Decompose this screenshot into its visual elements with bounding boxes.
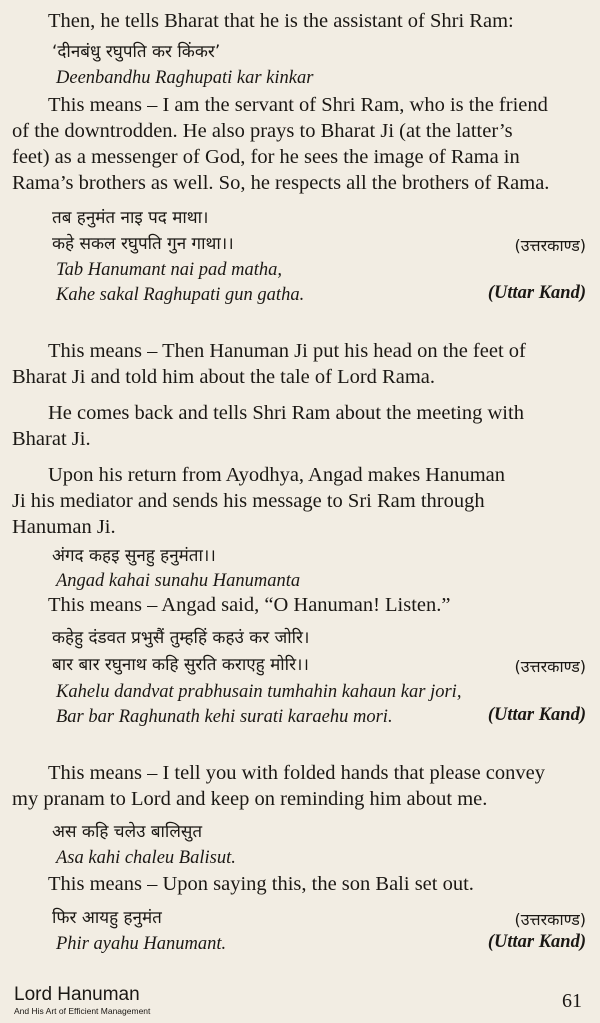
paragraph-line: feet) as a messenger of God, for he sees the image of Rama in <box>12 146 520 168</box>
paragraph-line: Hanuman Ji. <box>12 516 116 538</box>
source-tag-devanagari: (उत्तरकाण्ड) <box>514 657 586 676</box>
paragraph-line: Bharat Ji. <box>12 428 91 450</box>
verse-transliteration: Bar bar Raghunath kehi surati karaehu mori. <box>56 707 393 727</box>
verse-devanagari: बार बार रघुनाथ कहि सुरति कराएहु मोरि।। <box>52 655 309 675</box>
paragraph-line: Ji his mediator and sends his message to Sri Ram through <box>12 490 485 512</box>
paragraph-line: This means – Upon saying this, the son Bali set out. <box>48 873 474 895</box>
verse-transliteration: Tab Hanumant nai pad matha, <box>56 260 282 280</box>
verse-devanagari: तब हनुमंत नाइ पद माथा। <box>52 208 209 228</box>
page-number: 61 <box>562 990 582 1012</box>
source-tag: (Uttar Kand) <box>487 283 586 303</box>
verse-transliteration: Angad kahai sunahu Hanumanta <box>56 571 301 591</box>
source-tag: (Uttar Kand) <box>487 932 586 952</box>
paragraph-line: of the downtrodden. He also prays to Bharat Ji (at the latter’s <box>12 120 513 142</box>
verse-transliteration: Kahe sakal Raghupati gun gatha. <box>56 285 305 305</box>
verse-transliteration: Kahelu dandvat prabhusain tumhahin kahaun kar jori, <box>56 682 462 702</box>
verse-transliteration: Phir ayahu Hanumant. <box>56 934 227 954</box>
verse-devanagari: कहेहु दंडवत प्रभुसैं तुम्हहिं कहउं कर जोरि। <box>52 628 310 648</box>
verse-devanagari: अस कहि चलेउ बालिसुत <box>52 822 203 842</box>
source-tag: (Uttar Kand) <box>487 705 586 725</box>
paragraph-line: Rama’s brothers as well. So, he respects all the brothers of Rama. <box>12 172 550 194</box>
paragraph-line: Bharat Ji and told him about the tale of Lord Rama. <box>12 366 435 388</box>
paragraph-line: This means – I tell you with folded hands that please convey <box>48 762 546 784</box>
paragraph-line: Upon his return from Ayodhya, Angad makes Hanuman <box>48 464 506 486</box>
verse-devanagari: कहे सकल रघुपति गुन गाथा।। <box>52 234 234 254</box>
paragraph-line: He comes back and tells Shri Ram about the meeting with <box>48 402 524 424</box>
paragraph-line: This means – I am the servant of Shri Ram, who is the friend <box>48 94 548 116</box>
verse-devanagari: ‘दीनबंधु रघुपति कर किंकर’ <box>52 42 221 62</box>
paragraph-line: my pranam to Lord and keep on reminding him about me. <box>12 788 488 810</box>
book-title: Lord Hanuman <box>14 984 140 1005</box>
verse-transliteration: Asa kahi chaleu Balisut. <box>56 848 236 868</box>
intro-line: Then, he tells Bharat that he is the assistant of Shri Ram: <box>48 10 514 32</box>
paragraph-line: This means – Then Hanuman Ji put his head on the feet of <box>48 340 526 362</box>
verse-transliteration: Deenbandhu Raghupati kar kinkar <box>56 68 314 88</box>
source-tag-devanagari: (उत्तरकाण्ड) <box>514 236 586 255</box>
paragraph-line: This means – Angad said, “O Hanuman! Listen.” <box>48 594 451 616</box>
verse-devanagari: अंगद कहइ सुनहु हनुमंता।। <box>52 546 216 566</box>
verse-devanagari: फिर आयहु हनुमंत <box>52 908 162 928</box>
source-tag-devanagari: (उत्तरकाण्ड) <box>514 910 586 929</box>
book-subtitle: And His Art of Efficient Management <box>14 1006 151 1016</box>
